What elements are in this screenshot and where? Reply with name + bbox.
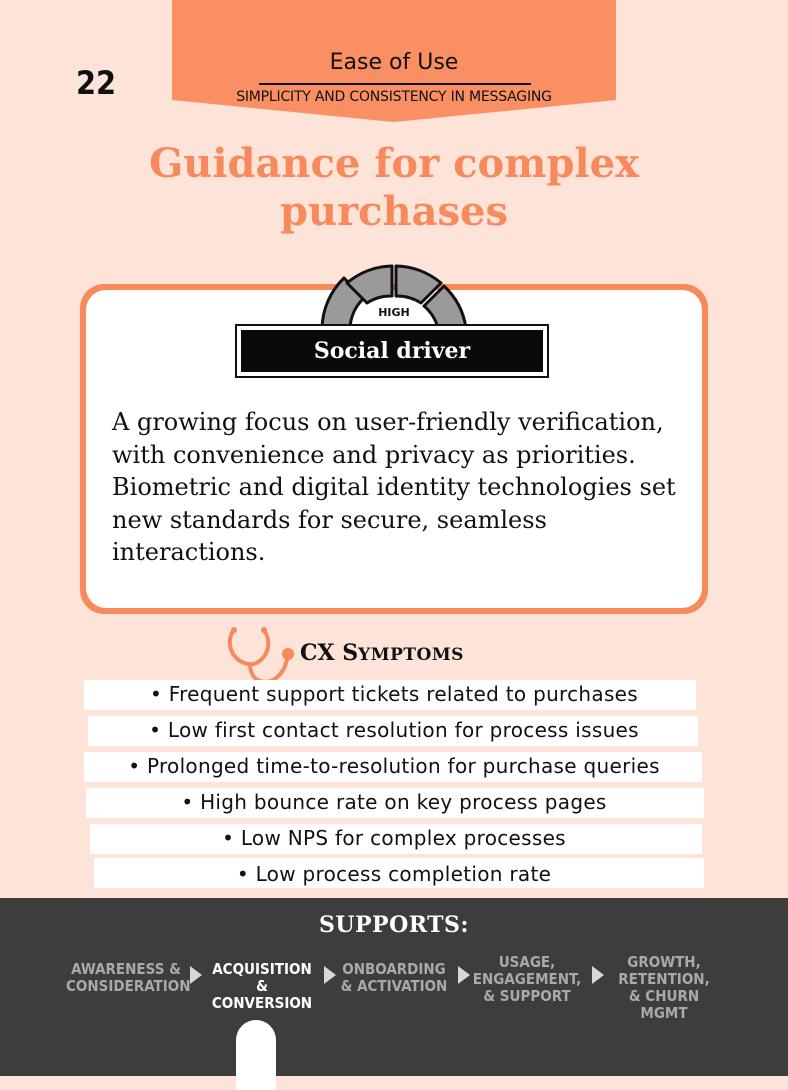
stage-arrow-icon xyxy=(592,966,604,984)
page-title-line-2: purchases xyxy=(280,188,508,235)
page-title-line-1: Guidance for complex xyxy=(149,140,639,187)
driver-label: Social driver xyxy=(241,330,543,372)
gauge-icon xyxy=(314,262,474,332)
stage-arrow-icon xyxy=(458,966,470,984)
stage-line: ONBOARDING xyxy=(342,960,446,978)
symptoms-heading-small: YMPTOMS xyxy=(358,645,464,665)
page-title xyxy=(0,140,788,236)
symptom-item: • Prolonged time-to-resolution for purchase queries xyxy=(128,754,660,778)
stage-line: ENGAGEMENT, xyxy=(472,970,582,988)
stage-line: CONSIDERATION xyxy=(66,977,191,995)
stage-line: & SUPPORT xyxy=(483,987,571,1005)
category-subtitle: SIMPLICITY AND CONSISTENCY IN MESSAGING xyxy=(236,89,552,105)
symptom-item: • Low NPS for complex processes xyxy=(222,826,566,850)
gauge-level-label: HIGH xyxy=(378,306,410,319)
stage-line: RETENTION, xyxy=(618,970,710,988)
symptom-item: • Low first contact resolution for process issues xyxy=(149,718,639,742)
stage-onboarding xyxy=(340,961,448,995)
stage-growth xyxy=(606,954,722,1022)
stage-line: USAGE, xyxy=(498,953,556,971)
stage-line: & CONVERSION xyxy=(211,977,313,1012)
stage-line: AWARENESS & xyxy=(71,960,181,978)
symptoms-heading-big: CX S xyxy=(300,640,359,666)
stage-line: & CHURN MGMT xyxy=(628,987,700,1022)
category-divider xyxy=(259,83,531,85)
stage-usage xyxy=(472,954,582,1005)
stage-arrow-icon xyxy=(324,966,336,984)
stage-arrow-icon xyxy=(190,966,202,984)
stage-line: & ACTIVATION xyxy=(340,977,448,995)
stage-line: GROWTH, xyxy=(627,953,701,971)
symptom-item: • Low process completion rate xyxy=(236,862,552,886)
symptoms-heading xyxy=(300,640,464,666)
symptom-item: • Frequent support tickets related to purchases xyxy=(149,682,639,706)
stage-awareness xyxy=(66,960,191,995)
category-title: Ease of Use xyxy=(329,50,459,75)
active-stage-marker xyxy=(236,1020,276,1090)
supports-heading: SUPPORTS: xyxy=(318,912,470,938)
stage-acquisition xyxy=(206,961,318,1012)
page-number: 22 xyxy=(76,64,117,102)
stage-line: ACQUISITION xyxy=(212,960,312,978)
driver-description: A growing focus on user-friendly verification, with convenience and privacy as priorities. Biometric and digital identity technologies set new standards for secure, seamless interactions. xyxy=(112,408,676,566)
symptom-item: • High bounce rate on key process pages xyxy=(181,790,607,814)
